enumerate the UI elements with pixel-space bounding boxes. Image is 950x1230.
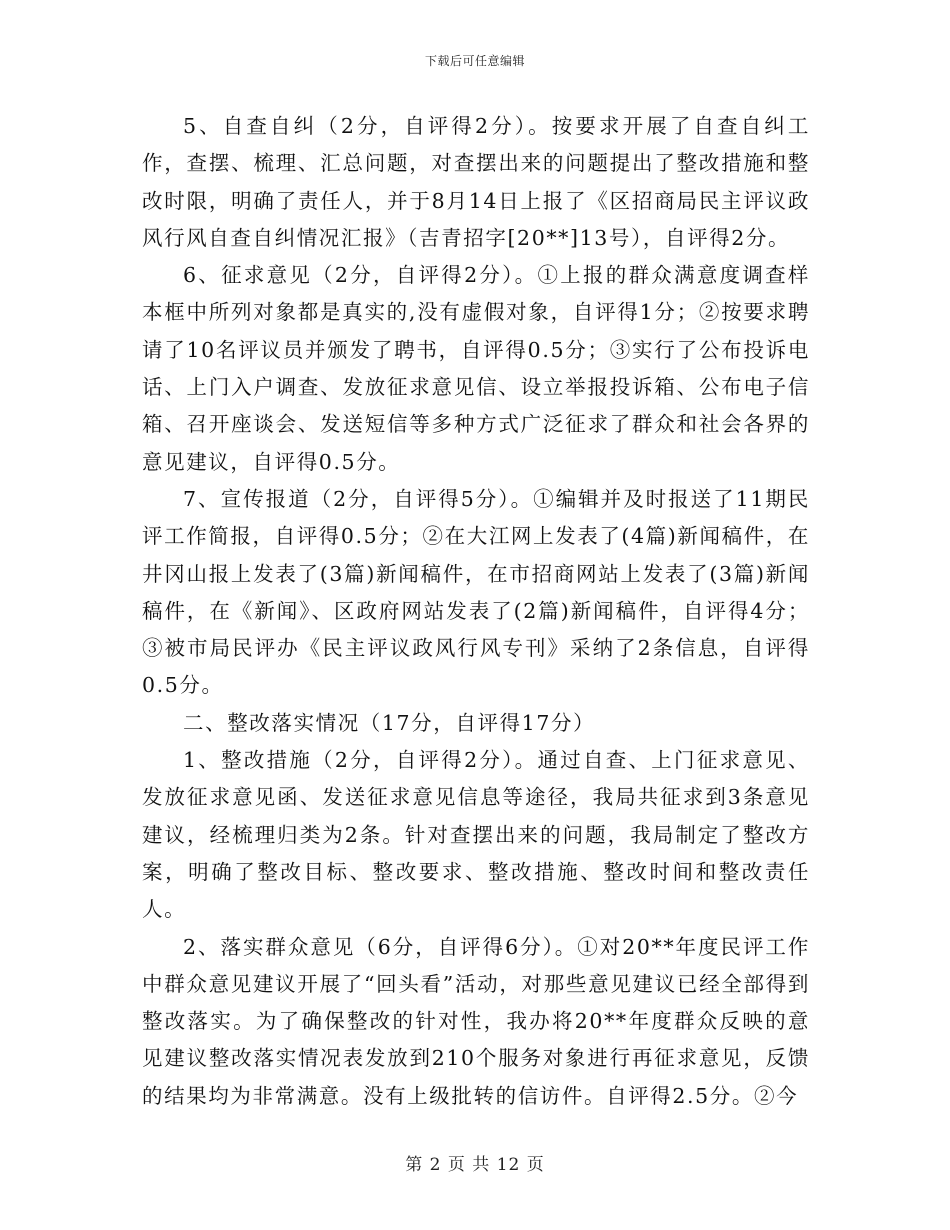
page-number-footer: 第 2 页 共 12 页 (405, 1155, 545, 1175)
document-body (142, 108, 810, 1115)
page-header: 下载后可任意编辑 (424, 54, 525, 68)
paragraph-publicity-reports: 7、宣传报道（2分，自评得5分）。①编辑并及时报送了11期民评工作简报，自评得0.5分；②在大江网上发表了(4篇)新闻稿件，在井冈山报上发表了(3篇)新闻稿件，在市招商网站上发表了(3篇)新闻稿件，在《新闻》、区政府网站发表了(2篇)新闻稿件，自评得4分；③被市局民评办《民主评议政风行风专刊》采纳了2条信息，自评得0.5分。 (142, 486, 810, 698)
section-heading-rectification: 二、整改落实情况（17分，自评得17分） (183, 710, 596, 735)
paragraph-implement-public-opinions: 2、落实群众意见（6分，自评得6分）。①对20**年度民评工作中群众意见建议开展了“回头看”活动，对那些意见建议已经全部得到整改落实。为了确保整改的针对性，我办将20**年度群众反映的意见建议整改落实情况表发放到210个服务对象进行再征求意见，反馈的结果均为非常满意。没有上级批转的信访件。自评得2.5分。②今 (142, 934, 810, 1108)
paragraph-self-inspection: 5、自查自纠（2分，自评得2分）。按要求开展了自查自纠工作，查摆、梳理、汇总问题，对查摆出来的问题提出了整改措施和整改时限，明确了责任人，并于8月14日上报了《区招商局民主评议政风行风自查自纠情况汇报》（吉青招字[20**]13号），自评得2分。 (142, 114, 810, 250)
paragraph-rectification-measures: 1、整改措施（2分，自评得2分）。通过自查、上门征求意见、发放征求意见函、发送征求意见信息等途径，我局共征求到3条意见建议，经梳理归类为2条。针对查摆出来的问题，我局制定了整改方案，明确了整改目标、整改要求、整改措施、整改时间和整改责任人。 (142, 748, 810, 922)
paragraph-solicit-opinions: 6、征求意见（2分，自评得2分）。①上报的群众满意度调查样本框中所列对象都是真实的,没有虚假对象，自评得1分；②按要求聘请了10名评议员并颁发了聘书，自评得0.5分；③实行了公布投诉电话、上门入户调查、发放征求意见信、设立举报投诉箱、公布电子信箱、召开座谈会、发送短信等多种方式广泛征求了群众和社会各界的意见建议，自评得0.5分。 (142, 263, 810, 474)
